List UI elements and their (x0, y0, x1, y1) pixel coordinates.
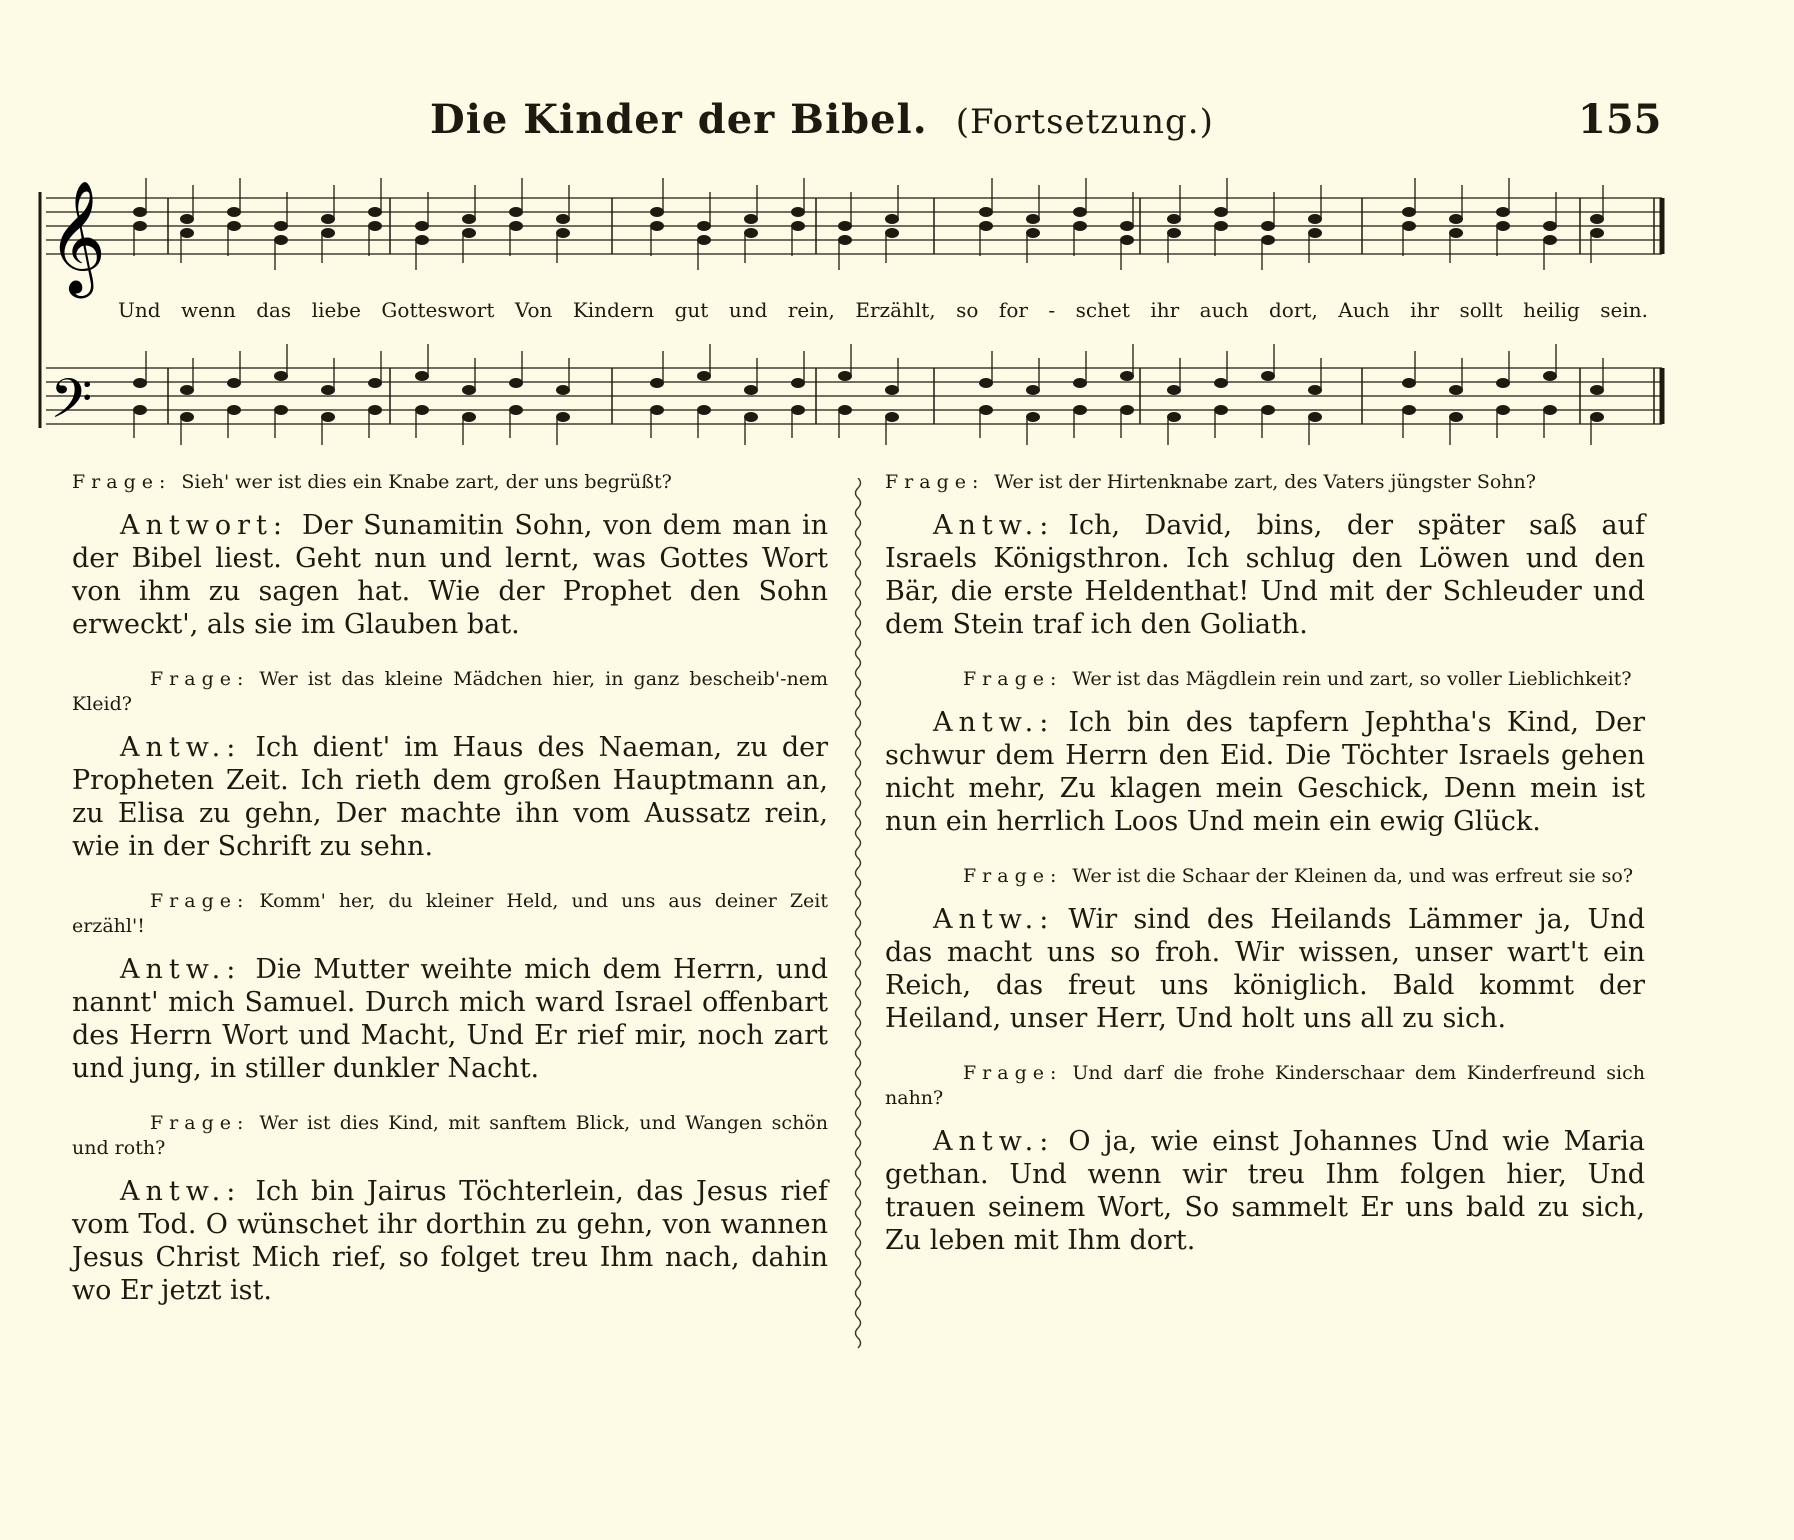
note-head (368, 405, 382, 415)
note-head (791, 405, 805, 415)
note-head (1120, 235, 1134, 245)
lyric-word: heilig (1523, 298, 1580, 322)
note-head (1496, 221, 1510, 231)
note-head (1402, 207, 1416, 217)
answer-7 (885, 903, 1645, 1035)
note-head (1308, 228, 1322, 238)
note-head (1167, 228, 1181, 238)
note-head (979, 378, 993, 388)
note-head (556, 412, 570, 422)
answer-6 (885, 706, 1645, 838)
question-label: Frage: (963, 668, 1063, 690)
question-label: Frage: (150, 668, 250, 690)
note-head (1449, 412, 1463, 422)
question-1 (72, 470, 828, 495)
note-head (1214, 378, 1228, 388)
note-head (1261, 371, 1275, 381)
note-head (1073, 207, 1087, 217)
note-head (838, 221, 852, 231)
lyric-word: ihr (1410, 298, 1439, 322)
question-6 (885, 667, 1645, 692)
note-head (556, 385, 570, 395)
note-head (1590, 412, 1604, 422)
note-head (791, 221, 805, 231)
note-head (1543, 371, 1557, 381)
note-head (650, 405, 664, 415)
note-head (1590, 228, 1604, 238)
note-head (885, 214, 899, 224)
lyric-word: schet (1075, 298, 1130, 322)
note-head (1543, 221, 1557, 231)
note-head (1543, 235, 1557, 245)
answer-text: Die Mutter weihte mich dem Herrn, und nannt' mich Samuel. Durch mich ward Israel offenbart des Herrn Wort und Macht, Und Er rief mir, noch zart und jung, in stiller dunkler Nacht. (72, 954, 828, 1084)
answer-text: Wir sind des Heilands Lämmer ja, Und das macht uns so froh. Wir wissen, unser wart't ein Reich, das freut uns königlich. Bald kommt der Heiland, unser Herr, Und holt uns all zu sich. (885, 904, 1645, 1034)
question-text: Komm' her, du kleiner Held, und uns aus deiner Zeit erzähl'! (72, 890, 828, 937)
note-head (321, 228, 335, 238)
note-head (180, 385, 194, 395)
question-text: Wer ist das Mägdlein rein und zart, so voller Lieblichkeit? (1072, 668, 1632, 690)
question-label: Frage: (885, 471, 985, 493)
right-column (885, 470, 1645, 1283)
answer-label: Antw.: (120, 954, 242, 985)
note-head (744, 412, 758, 422)
note-head (697, 221, 711, 231)
question-2 (72, 667, 828, 717)
note-head (509, 405, 523, 415)
note-head (321, 412, 335, 422)
note-head (415, 405, 429, 415)
question-text: Wer ist die Schaar der Kleinen da, und was erfreut sie so? (1072, 865, 1634, 887)
question-label: Frage: (963, 865, 1063, 887)
note-head (1120, 221, 1134, 231)
note-head (274, 371, 288, 381)
title-continuation: (Fortsetzung.) (955, 102, 1214, 142)
question-7 (885, 864, 1645, 889)
answer-text: Ich, David, bins, der später saß auf Israels Königsthron. Ich schlug den Löwen und den Bär, die erste Heldenthat! Und mit der Schleuder und dem Stein traf ich den Goliath. (885, 510, 1645, 640)
note-head (1073, 221, 1087, 231)
note-head (1073, 378, 1087, 388)
answer-text: O ja, wie einst Johannes Und wie Maria gethan. Und wenn wir treu Ihm folgen hier, Und trauen seinem Wort, So sammelt Er uns bald zu sich, Zu leben mit Ihm dort. (885, 1126, 1645, 1256)
answer-text: Ich bin Jairus Töchterlein, das Jesus rief vom Tod. O wünschet ihr dorthin zu gehn, von wannen Jesus Christ Mich rief, so folget treu Ihm nach, dahin wo Er jetzt ist. (72, 1176, 828, 1306)
note-head (274, 221, 288, 231)
note-head (791, 378, 805, 388)
note-head (1167, 214, 1181, 224)
note-head (1590, 385, 1604, 395)
note-head (1496, 378, 1510, 388)
note-head (650, 207, 664, 217)
note-head (509, 378, 523, 388)
note-head (509, 207, 523, 217)
question-5 (885, 470, 1645, 495)
answer-label: Antw.: (120, 1176, 242, 1207)
note-head (1026, 385, 1040, 395)
note-head (1120, 371, 1134, 381)
answer-1 (72, 509, 828, 641)
answer-label: Antwort: (120, 510, 288, 541)
note-head (180, 412, 194, 422)
question-text: Wer ist das kleine Mädchen hier, in ganz bescheib'-nem Kleid? (72, 668, 828, 715)
note-head (415, 221, 429, 231)
question-label: Frage: (72, 471, 172, 493)
note-head (697, 405, 711, 415)
answer-label: Antw.: (120, 732, 242, 763)
lyric-word: dort, (1269, 298, 1318, 322)
note-head (1402, 221, 1416, 231)
lyric-word: Gotteswort (381, 298, 495, 322)
note-head (650, 378, 664, 388)
note-head (744, 228, 758, 238)
note-head (462, 214, 476, 224)
note-head (1449, 385, 1463, 395)
note-head (697, 235, 711, 245)
question-text: Wer ist dies Kind, mit sanftem Blick, und Wangen schön und roth? (72, 1112, 828, 1159)
note-head (1214, 221, 1228, 231)
note-head (1026, 214, 1040, 224)
note-head (1261, 405, 1275, 415)
lyrics-line (118, 298, 1648, 322)
lyric-word: das (256, 298, 292, 322)
note-head (321, 385, 335, 395)
note-head (1167, 385, 1181, 395)
note-head (1543, 405, 1557, 415)
note-head (885, 385, 899, 395)
question-label: Frage: (963, 1062, 1063, 1084)
lyric-word: sollt (1459, 298, 1503, 322)
column-divider (852, 478, 864, 1354)
lyric-word: Auch (1338, 298, 1390, 322)
answer-3 (72, 953, 828, 1085)
lyric-word: - (1048, 298, 1056, 322)
lyric-word: ihr (1150, 298, 1180, 322)
question-3 (72, 889, 828, 939)
note-head (556, 214, 570, 224)
note-head (180, 214, 194, 224)
lyric-word: Kindern (572, 298, 655, 322)
answer-4 (72, 1175, 828, 1307)
note-head (227, 221, 241, 231)
note-head (1214, 405, 1228, 415)
note-head (791, 207, 805, 217)
note-head (838, 235, 852, 245)
note-head (1402, 405, 1416, 415)
note-head (227, 405, 241, 415)
lyric-word: so (956, 298, 979, 322)
note-head (462, 385, 476, 395)
page-number: 155 (1578, 96, 1662, 143)
note-head (979, 221, 993, 231)
note-head (885, 412, 899, 422)
answer-8 (885, 1125, 1645, 1257)
answer-text: Ich dient' im Haus des Naeman, zu der Propheten Zeit. Ich rieth dem großen Hauptmann an, zu Elisa zu gehn, Der machte ihn vom Aussatz rein, wie in der Schrift zu sehn. (72, 732, 828, 862)
note-head (1402, 378, 1416, 388)
lyric-word: wenn (181, 298, 236, 322)
answer-5 (885, 509, 1645, 641)
note-head (1026, 228, 1040, 238)
note-head (697, 371, 711, 381)
lyric-word: auch (1199, 298, 1249, 322)
answer-label: Antw.: (933, 1126, 1055, 1157)
bass-clef-icon: 𝄢 (50, 367, 93, 444)
question-text: Sieh' wer ist dies ein Knabe zart, der uns begrüßt? (181, 471, 672, 493)
note-head (1214, 207, 1228, 217)
song-title: Die Kinder der Bibel. (430, 96, 928, 143)
note-head (1167, 412, 1181, 422)
question-8 (885, 1061, 1645, 1111)
note-head (462, 412, 476, 422)
note-head (1120, 405, 1134, 415)
lyric-word: Von (514, 298, 553, 322)
note-head (415, 371, 429, 381)
note-head (368, 378, 382, 388)
note-head (744, 385, 758, 395)
note-head (227, 207, 241, 217)
answer-text: Ich bin des tapfern Jephtha's Kind, Der schwur dem Herrn den Eid. Die Töchter Israels gehen nicht mehr, Zu klagen mein Geschick, Denn mein ist nun ein herrlich Loos Und mein ein ewig Glück. (885, 707, 1645, 837)
treble-clef-icon: 𝄞 (48, 180, 106, 294)
lyric-word: gut (674, 298, 709, 322)
lyric-word: for (998, 298, 1028, 322)
note-head (979, 405, 993, 415)
answer-label: Antw.: (933, 707, 1055, 738)
note-head (227, 378, 241, 388)
lyric-word: liebe (311, 298, 361, 322)
lyric-word: Erzählt, (855, 298, 936, 322)
lyric-word: rein, (787, 298, 835, 322)
question-text: Wer ist der Hirtenknabe zart, des Vaters jüngster Sohn? (994, 471, 1536, 493)
note-head (133, 378, 147, 388)
note-head (274, 235, 288, 245)
answer-2 (72, 731, 828, 863)
note-head (1496, 207, 1510, 217)
note-head (1261, 235, 1275, 245)
note-head (368, 221, 382, 231)
lyric-word: Und (118, 298, 161, 322)
note-head (1308, 385, 1322, 395)
note-head (650, 221, 664, 231)
question-4 (72, 1111, 828, 1161)
note-head (744, 214, 758, 224)
note-head (1308, 214, 1322, 224)
note-head (1590, 214, 1604, 224)
note-head (321, 214, 335, 224)
note-head (180, 228, 194, 238)
note-head (133, 207, 147, 217)
answer-text: Der Sunamitin Sohn, von dem man in der Bibel liest. Geht nun und lernt, was Gottes Wort von ihm zu sagen hat. Wie der Prophet den Sohn erweckt', als sie im Glauben bat. (72, 510, 828, 640)
note-head (133, 221, 147, 231)
answer-label: Antw.: (933, 904, 1055, 935)
question-label: Frage: (150, 1112, 250, 1134)
note-head (1449, 228, 1463, 238)
note-head (274, 405, 288, 415)
note-head (1308, 412, 1322, 422)
note-head (1261, 221, 1275, 231)
note-head (838, 405, 852, 415)
note-head (1449, 214, 1463, 224)
note-head (133, 405, 147, 415)
note-head (556, 228, 570, 238)
question-label: Frage: (150, 890, 250, 912)
answer-label: Antw.: (933, 510, 1055, 541)
lyric-word: und (728, 298, 768, 322)
note-head (509, 221, 523, 231)
note-head (885, 228, 899, 238)
question-text: Und darf die frohe Kinderschaar dem Kinderfreund sich nahn? (885, 1062, 1645, 1109)
lyric-word: sein. (1600, 298, 1648, 322)
music-score (0, 0, 1794, 460)
note-head (1026, 412, 1040, 422)
note-head (1073, 405, 1087, 415)
note-head (462, 228, 476, 238)
note-head (979, 207, 993, 217)
note-head (1496, 405, 1510, 415)
note-head (415, 235, 429, 245)
left-column (72, 470, 828, 1333)
note-head (838, 371, 852, 381)
note-head (368, 207, 382, 217)
